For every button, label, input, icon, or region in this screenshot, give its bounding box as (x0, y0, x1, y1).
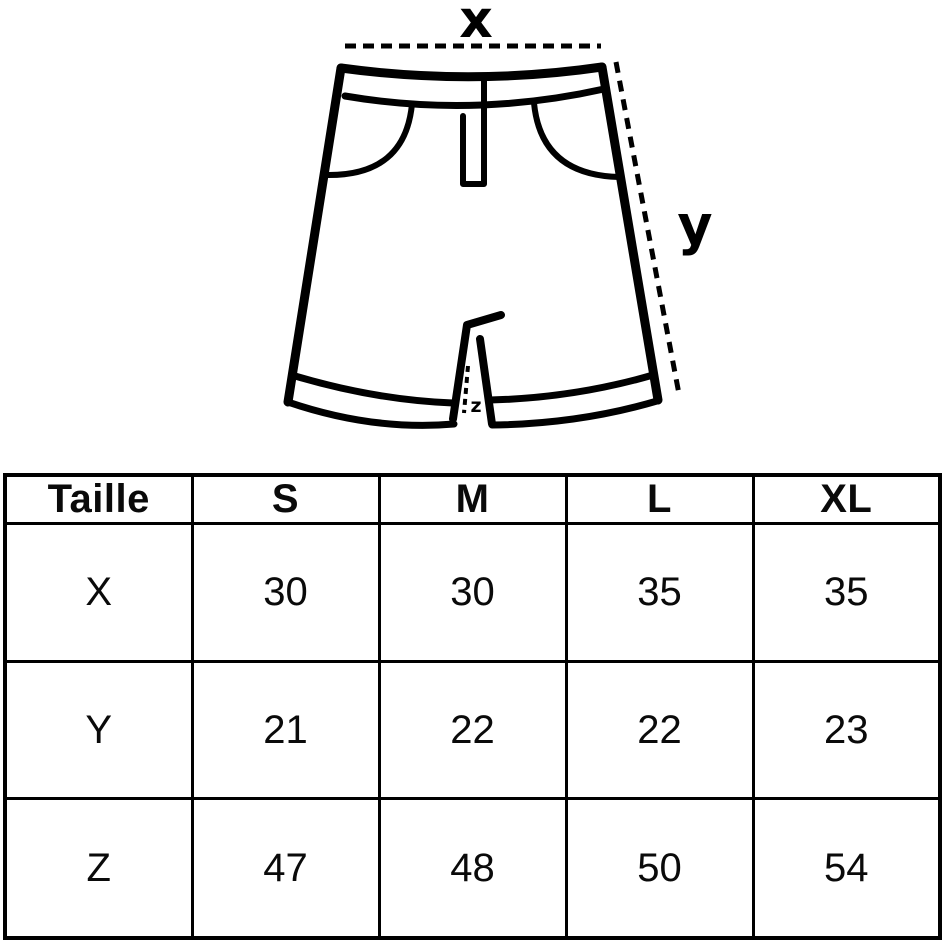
cell-y-m: 22 (379, 661, 566, 799)
table-row-y (5, 661, 940, 799)
left-pocket-curve (327, 104, 412, 175)
table-row-x (5, 524, 940, 662)
size-table (3, 473, 942, 940)
cell-x-s: 30 (192, 524, 379, 662)
row-label-z: Z (5, 799, 192, 938)
cell-z-m: 48 (379, 799, 566, 938)
right-hem-bottom (492, 401, 657, 425)
left-outer-edge (288, 68, 341, 402)
z-dimension-label: z (470, 395, 482, 417)
header-cell-xl: XL (753, 475, 940, 524)
header-cell-s: S (192, 475, 379, 524)
header-cell-l: L (566, 475, 753, 524)
waistband-bottom-line (345, 89, 604, 105)
cell-z-s: 47 (192, 799, 379, 938)
left-hem-top (295, 376, 453, 403)
right-hem-top (490, 375, 653, 400)
y-dimension-label: y (677, 194, 713, 257)
shorts-icon (288, 67, 658, 425)
cell-x-xl: 35 (753, 524, 940, 662)
right-inner-leg (480, 339, 492, 424)
cell-y-s: 21 (192, 661, 379, 799)
size-table-header-row (5, 475, 940, 524)
cell-x-l: 35 (566, 524, 753, 662)
drawstring (463, 77, 484, 184)
cell-y-l: 22 (566, 661, 753, 799)
left-hem-bottom (288, 402, 454, 425)
cell-y-xl: 23 (753, 661, 940, 799)
waist-top-line (341, 67, 602, 77)
row-label-y: Y (5, 661, 192, 799)
cell-z-l: 50 (566, 799, 753, 938)
cell-x-m: 30 (379, 524, 566, 662)
header-cell-m: M (379, 475, 566, 524)
cell-z-xl: 54 (753, 799, 940, 938)
header-cell-taille: Taille (5, 475, 192, 524)
z-dimension-line (464, 366, 468, 413)
table-row-z (5, 799, 940, 938)
x-dimension-label: x (459, 0, 493, 50)
row-label-x: X (5, 524, 192, 662)
shorts-measurement-diagram (0, 0, 945, 470)
